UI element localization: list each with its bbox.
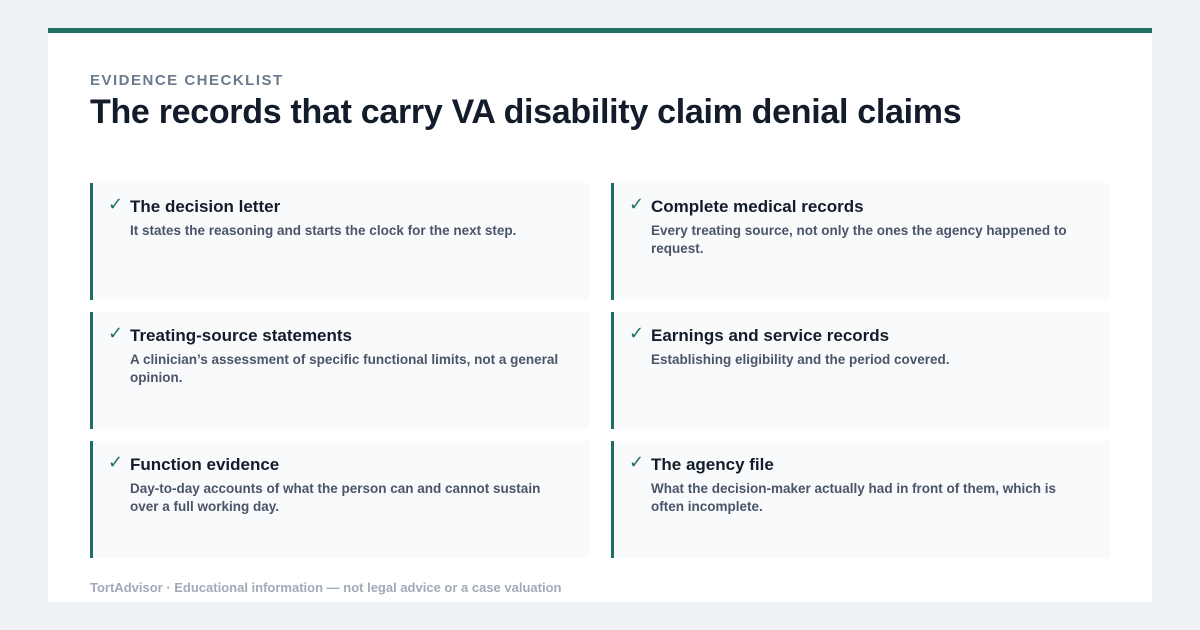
checklist-item-function-evidence [90,441,589,558]
checklist-item-title: The agency file [651,455,774,474]
checklist-item-description: A clinician’s assessment of specific functional limits, not a general opinion. [130,352,559,385]
checklist-item-treating-source [90,312,589,429]
check-icon: ✓ [108,452,124,472]
checklist-item-title: Treating-source statements [130,326,353,345]
checklist-item-description: What the decision-maker actually had in front of them, which is often incomplete. [651,481,1057,514]
checklist-item-description: Every treating source, not only the ones the agency happened to request. [651,223,1067,256]
checklist-item-title: Earnings and service records [651,326,890,345]
check-icon: ✓ [629,194,645,214]
check-icon: ✓ [108,323,124,343]
checklist-item-medical-records [611,183,1110,300]
check-icon: ✓ [108,194,124,214]
checklist-grid [90,183,1110,558]
checklist-item-title: The decision letter [130,197,281,216]
check-icon: ✓ [629,323,645,343]
checklist-item-title: Complete medical records [651,197,864,216]
eyebrow-label: EVIDENCE CHECKLIST [90,72,284,89]
page-title: The records that carry VA disability claim denial claims [90,93,962,131]
checklist-card [48,28,1152,602]
checklist-item-agency-file [611,441,1110,558]
checklist-item-decision-letter [90,183,589,300]
check-icon: ✓ [629,452,645,472]
checklist-item-title: Function evidence [130,455,280,474]
checklist-item-description: It states the reasoning and starts the clock for the next step. [130,223,517,238]
footer-disclaimer: TortAdvisor · Educational information — not legal advice or a case valuation [90,580,562,595]
checklist-item-description: Day-to-day accounts of what the person can and cannot sustain over a full working day. [130,481,541,514]
checklist-item-earnings-service [611,312,1110,429]
checklist-item-description: Establishing eligibility and the period covered. [651,352,950,367]
